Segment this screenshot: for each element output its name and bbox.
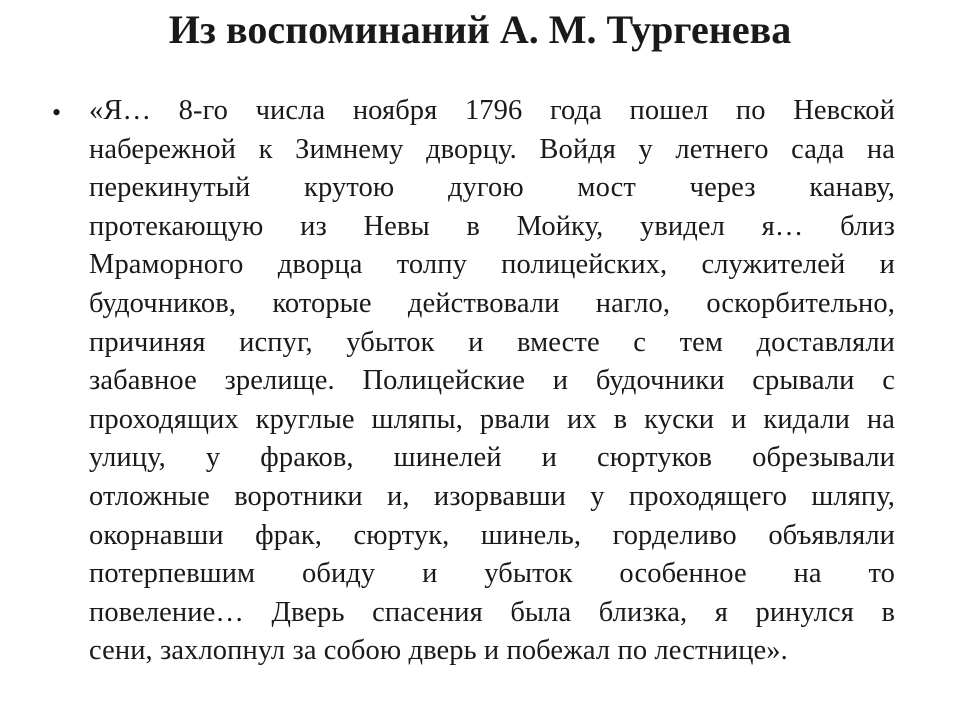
quote-line: перекинутый крутою дугою мост через канаву,	[89, 172, 895, 204]
quote-line: окорнавши фрак, сюртук, шинель, горделиво объявляли	[89, 519, 895, 551]
quote-paragraph	[89, 92, 895, 671]
quote-line: улицу, у фраков, шинелей и сюртуков обрезывали	[89, 442, 895, 474]
bullet-icon: •	[52, 98, 62, 127]
quote-line: повеление… Дверь спасения была близка, я ринулся в	[89, 596, 895, 628]
quote-line: протекающую из Невы в Мойку, увидел я… близ	[89, 210, 895, 242]
quote-line: Мраморного дворца толпу полицейских, служителей и	[89, 249, 895, 281]
quote-line: «Я… 8-го числа ноября 1796 года пошел по Невской	[89, 95, 895, 126]
quote-line: сени, захлопнул за собою дверь и побежал по лестнице».	[89, 635, 788, 667]
quote-line: причиняя испуг, убыток и вместе с тем доставляли	[89, 326, 895, 358]
quote-line: забавное зрелище. Полицейские и будочники срывали с	[89, 365, 895, 397]
slide-title: Из воспоминаний А. М. Тургенева	[168, 7, 792, 52]
quote-line: будочников, которые действовали нагло, оскорбительно,	[89, 287, 895, 319]
quote-line: потерпевшим обиду и убыток особенное на то	[89, 558, 895, 590]
quote-line: проходящих круглые шляпы, рвали их в куски и кидали на	[89, 403, 895, 435]
quote-line: набережной к Зимнему дворцу. Войдя у летнего сада на	[89, 133, 895, 165]
quote-line: отложные воротники и, изорвавши у проходящего шляпу,	[89, 480, 895, 512]
